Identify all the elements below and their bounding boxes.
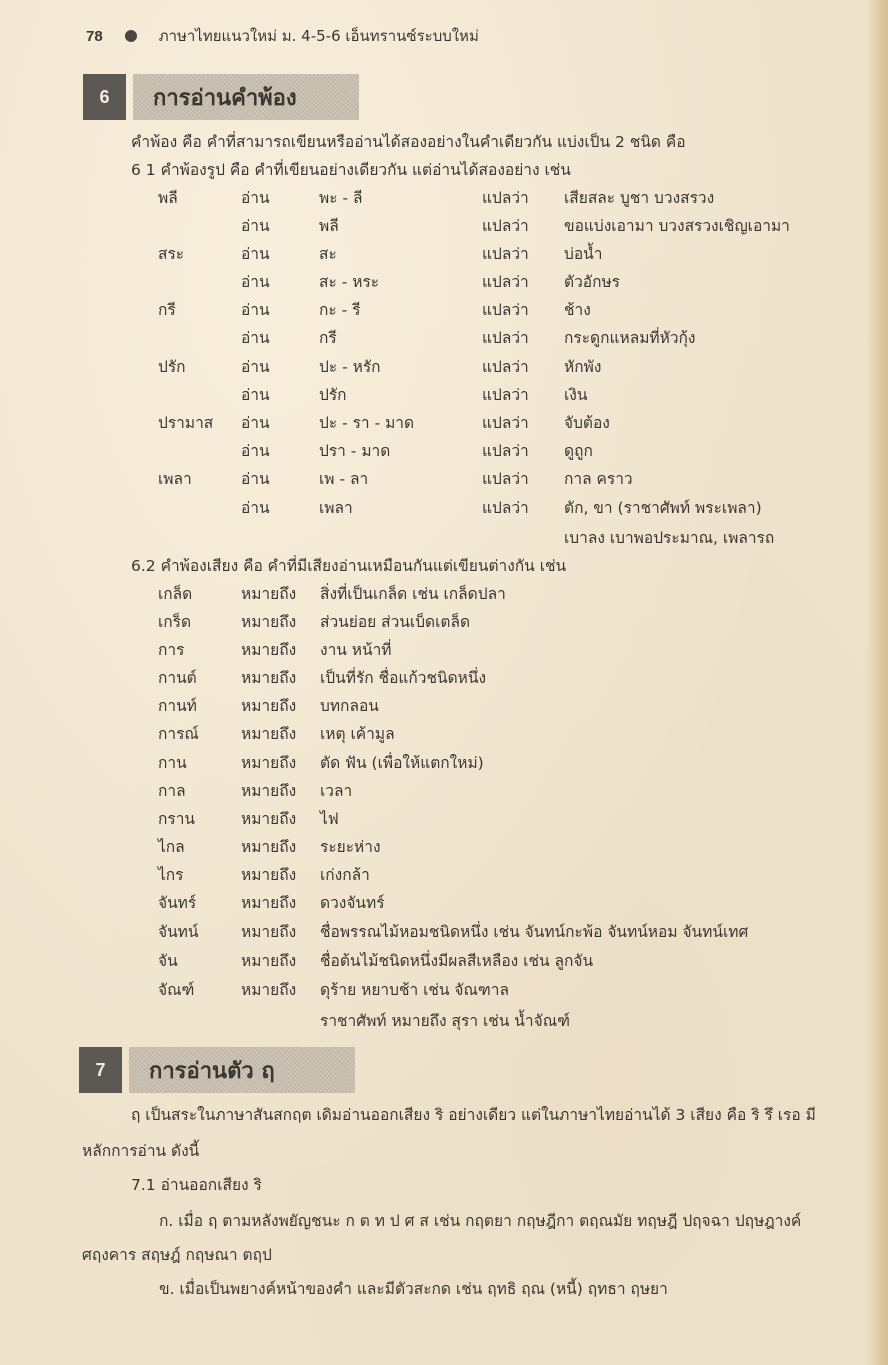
table-row bbox=[0, 608, 888, 636]
table-row bbox=[0, 692, 888, 720]
means-label: หมายถึง bbox=[241, 641, 297, 659]
table-row bbox=[0, 465, 888, 493]
read-label: อ่าน bbox=[241, 301, 270, 319]
word: จัน bbox=[158, 952, 178, 970]
table-row bbox=[0, 353, 888, 381]
section-number: 7 bbox=[79, 1047, 122, 1093]
read-label: อ่าน bbox=[241, 358, 270, 376]
read-label: อ่าน bbox=[241, 217, 270, 235]
read-label: อ่าน bbox=[241, 442, 270, 460]
rule-b: ข. เมื่อเป็นพยางค์หน้าของคำ และมีตัวสะกด เช่น ฤทธิ ฤณ (หนี้) ฤทธา ฤษยา bbox=[159, 1280, 668, 1298]
word: เกล็ด bbox=[158, 585, 193, 603]
word: กาล bbox=[158, 782, 186, 800]
table-row bbox=[0, 184, 888, 212]
pronunciation: ปรัก bbox=[319, 386, 347, 404]
running-head bbox=[86, 24, 479, 48]
word: กราน bbox=[158, 810, 196, 828]
meaning: ราชาศัพท์ หมายถึง สุรา เช่น น้ำจัณฑ์ bbox=[320, 1012, 570, 1030]
word: การณ์ bbox=[158, 725, 199, 743]
table-row bbox=[0, 268, 888, 296]
means-label: หมายถึง bbox=[241, 782, 297, 800]
meaning: ชื่อพรรณไม้หอมชนิดหนึ่ง เช่น จันทน์กะพ้อ จันทน์หอม จันทน์เทศ bbox=[320, 923, 749, 941]
pronunciation: ปะ - รา - มาด bbox=[319, 414, 415, 432]
meaning: ตัด ฟัน (เพื่อให้แตกใหม่) bbox=[320, 754, 484, 772]
section-7-header bbox=[79, 1047, 355, 1093]
table-row bbox=[0, 833, 888, 861]
word: ไกล bbox=[158, 838, 185, 856]
translate-label: แปลว่า bbox=[482, 329, 529, 347]
meaning: ตัก, ขา (ราชาศัพท์ พระเพลา) bbox=[564, 499, 762, 517]
word: สระ bbox=[158, 245, 185, 263]
means-label: หมายถึง bbox=[241, 613, 297, 631]
meaning: ดวงจันทร์ bbox=[320, 894, 385, 912]
word: กานท์ bbox=[158, 697, 197, 715]
subsection-7-1-heading: 7.1 อ่านออกเสียง ริ bbox=[131, 1176, 262, 1194]
meaning: เงิน bbox=[564, 386, 588, 404]
read-label: อ่าน bbox=[241, 414, 270, 432]
section-6-intro: คำพ้อง คือ คำที่สามารถเขียนหรืออ่านได้สองอย่างในคำเดียวกัน แบ่งเป็น 2 ชนิด คือ bbox=[131, 133, 686, 151]
table-row bbox=[0, 720, 888, 748]
table-row bbox=[0, 437, 888, 465]
meaning: ระยะห่าง bbox=[320, 838, 381, 856]
pronunciation: สะ bbox=[319, 245, 337, 263]
table-row bbox=[0, 889, 888, 917]
table-row bbox=[0, 381, 888, 409]
table-row bbox=[0, 324, 888, 352]
read-label: อ่าน bbox=[241, 189, 270, 207]
section-7-intro-line2: หลักการอ่าน ดังนี้ bbox=[82, 1142, 200, 1160]
meaning: จับต้อง bbox=[564, 414, 610, 432]
translate-label: แปลว่า bbox=[482, 301, 529, 319]
meaning: ชื่อต้นไม้ชนิดหนึ่งมีผลสีเหลือง เช่น ลูกจัน bbox=[320, 952, 594, 970]
meaning: หักพัง bbox=[564, 358, 602, 376]
means-label: หมายถึง bbox=[241, 952, 297, 970]
word: พลี bbox=[158, 189, 178, 207]
meaning: ดุร้าย หยาบช้า เช่น จัณฑาล bbox=[320, 981, 509, 999]
pronunciation: ปรา - มาด bbox=[319, 442, 391, 460]
meaning: บทกลอน bbox=[320, 697, 379, 715]
meaning: บ่อน้ำ bbox=[564, 245, 603, 263]
word: ปรามาส bbox=[158, 414, 214, 432]
read-label: อ่าน bbox=[241, 245, 270, 263]
translate-label: แปลว่า bbox=[482, 442, 529, 460]
translate-label: แปลว่า bbox=[482, 245, 529, 263]
translate-label: แปลว่า bbox=[482, 470, 529, 488]
means-label: หมายถึง bbox=[241, 838, 297, 856]
word: จันทน์ bbox=[158, 923, 199, 941]
translate-label: แปลว่า bbox=[482, 414, 529, 432]
read-label: อ่าน bbox=[241, 386, 270, 404]
pronunciation: สะ - หระ bbox=[319, 273, 380, 291]
means-label: หมายถึง bbox=[241, 923, 297, 941]
table-row bbox=[0, 861, 888, 889]
means-label: หมายถึง bbox=[241, 725, 297, 743]
meaning: เหตุ เค้ามูล bbox=[320, 725, 395, 743]
word: การ bbox=[158, 641, 185, 659]
translate-label: แปลว่า bbox=[482, 358, 529, 376]
translate-label: แปลว่า bbox=[482, 499, 529, 517]
word: จันทร์ bbox=[158, 894, 197, 912]
pronunciation: พะ - ลี bbox=[319, 189, 363, 207]
word: ปรัก bbox=[158, 358, 186, 376]
word: กาน bbox=[158, 754, 187, 772]
meaning: ดูถูก bbox=[564, 442, 593, 460]
table-row bbox=[0, 805, 888, 833]
rule-a-line1: ก. เมื่อ ฤ ตามหลังพยัญชนะ ก ต ท ป ศ ส เช่น กฤตยา กฤษฎีกา ตฤณมัย ทฤษฎี ปฤจฉา ปฤษฎางค์ bbox=[159, 1212, 802, 1230]
meaning: งาน หน้าที่ bbox=[320, 641, 392, 659]
meaning: เบาลง เบาพอประมาณ, เพลารถ bbox=[564, 529, 775, 547]
table-row bbox=[0, 296, 888, 324]
table-row bbox=[0, 918, 888, 946]
word: กรี bbox=[158, 301, 176, 319]
translate-label: แปลว่า bbox=[482, 189, 529, 207]
meaning: ขอแบ่งเอามา บวงสรวงเชิญเอามา bbox=[564, 217, 790, 235]
table-row bbox=[0, 636, 888, 664]
word: ไกร bbox=[158, 866, 184, 884]
means-label: หมายถึง bbox=[241, 894, 297, 912]
translate-label: แปลว่า bbox=[482, 217, 529, 235]
subsection-6-1-heading: 6 1 คำพ้องรูป คือ คำที่เขียนอย่างเดียวกัน แต่อ่านได้สองอย่าง เช่น bbox=[131, 161, 571, 179]
means-label: หมายถึง bbox=[241, 585, 297, 603]
meaning: เก่งกล้า bbox=[320, 866, 370, 884]
meaning: สิ่งที่เป็นเกล็ด เช่น เกล็ดปลา bbox=[320, 585, 506, 603]
meaning: เสียสละ บูชา บวงสรวง bbox=[564, 189, 715, 207]
table-row bbox=[0, 580, 888, 608]
read-label: อ่าน bbox=[241, 470, 270, 488]
meaning: ตัวอักษร bbox=[564, 273, 621, 291]
book-title: ภาษาไทยแนวใหม่ ม. 4-5-6 เอ็นทรานซ์ระบบใหม่ bbox=[158, 27, 479, 45]
pronunciation: กรี bbox=[319, 329, 337, 347]
table-row bbox=[0, 947, 888, 975]
subsection-6-2-heading: 6.2 คำพ้องเสียง คือ คำที่มีเสียงอ่านเหมือนกันแต่เขียนต่างกัน เช่น bbox=[131, 557, 567, 575]
section-6-header bbox=[83, 74, 359, 120]
rule-a-line2: ศฤงคาร สฤษฎ์ กฤษณา ตฤป bbox=[82, 1246, 272, 1264]
bullet-icon bbox=[125, 30, 137, 42]
word: เพลา bbox=[158, 470, 192, 488]
meaning: ช้าง bbox=[564, 301, 591, 319]
meaning: ไฟ bbox=[320, 810, 339, 828]
pronunciation: กะ - รี bbox=[319, 301, 361, 319]
table-row bbox=[0, 777, 888, 805]
table-row bbox=[0, 409, 888, 437]
table-row bbox=[0, 749, 888, 777]
pronunciation: พลี bbox=[319, 217, 339, 235]
translate-label: แปลว่า bbox=[482, 386, 529, 404]
meaning: ส่วนย่อย ส่วนเบ็ดเตล็ด bbox=[320, 613, 471, 631]
means-label: หมายถึง bbox=[241, 981, 297, 999]
table-row bbox=[0, 212, 888, 240]
read-label: อ่าน bbox=[241, 499, 270, 517]
table-row bbox=[0, 976, 888, 1004]
section-title: การอ่านคำพ้อง bbox=[133, 74, 359, 120]
section-number: 6 bbox=[83, 74, 126, 120]
translate-label: แปลว่า bbox=[482, 273, 529, 291]
table-row bbox=[0, 240, 888, 268]
pronunciation: เพ - ลา bbox=[319, 470, 369, 488]
table-row bbox=[0, 524, 888, 552]
means-label: หมายถึง bbox=[241, 866, 297, 884]
meaning: กาล คราว bbox=[564, 470, 633, 488]
page-number: 78 bbox=[86, 27, 103, 45]
meaning: เวลา bbox=[320, 782, 353, 800]
pronunciation: เพลา bbox=[319, 499, 353, 517]
table-row bbox=[0, 1007, 888, 1035]
table-row bbox=[0, 664, 888, 692]
table-row bbox=[0, 494, 888, 522]
read-label: อ่าน bbox=[241, 273, 270, 291]
word: กานต์ bbox=[158, 669, 197, 687]
means-label: หมายถึง bbox=[241, 669, 297, 687]
pronunciation: ปะ - หรัก bbox=[319, 358, 381, 376]
section-title: การอ่านตัว ฤ bbox=[129, 1047, 355, 1093]
word: จัณฑ์ bbox=[158, 981, 195, 999]
meaning: เป็นที่รัก ชื่อแก้วชนิดหนึ่ง bbox=[320, 669, 487, 687]
means-label: หมายถึง bbox=[241, 697, 297, 715]
means-label: หมายถึง bbox=[241, 810, 297, 828]
section-7-intro-line1: ฤ เป็นสระในภาษาสันสกฤต เดิมอ่านออกเสียง ริ อย่างเดียว แต่ในภาษาไทยอ่านได้ 3 เสียง คือ ริ รึ เรอ มี bbox=[131, 1106, 816, 1124]
word: เกร็ด bbox=[158, 613, 192, 631]
means-label: หมายถึง bbox=[241, 754, 297, 772]
meaning: กระดูกแหลมที่หัวกุ้ง bbox=[564, 329, 696, 347]
read-label: อ่าน bbox=[241, 329, 270, 347]
